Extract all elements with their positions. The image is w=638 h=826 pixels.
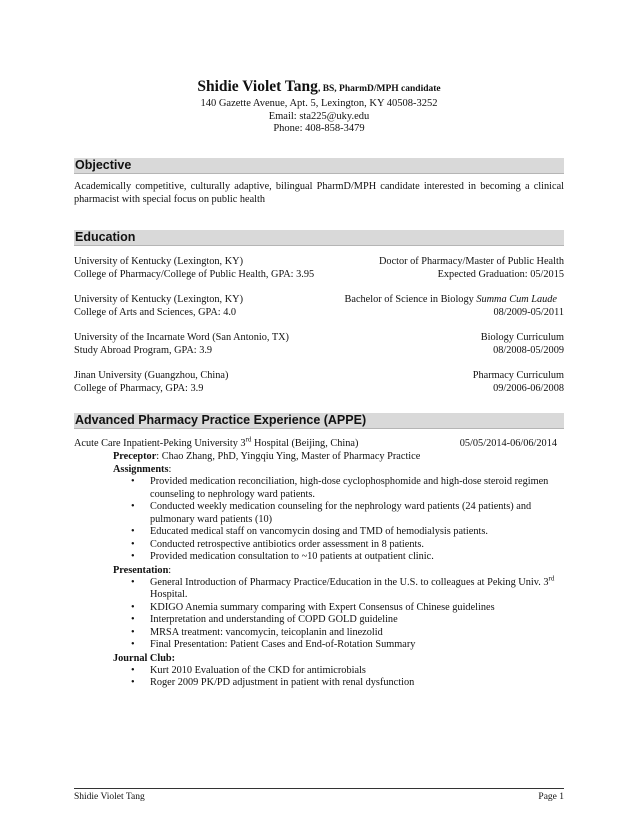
resume-header xyxy=(0,78,638,136)
college: College of Pharmacy/College of Public Health, GPA: 3.95 xyxy=(74,269,315,280)
list-item: • General Introduction of Pharmacy Practice/Education in the U.S. to colleagues at Peking Univ. 3rd Hospital. xyxy=(131,574,555,600)
candidate-credentials: BS, PharmD/MPH candidate xyxy=(322,84,441,94)
rotation-site: Acute Care Inpatient-Peking University 3rd Hospital (Beijing, China) xyxy=(74,435,359,449)
list-item: • Roger 2009 PK/PD adjustment in patient with renal dysfunction xyxy=(131,677,415,688)
school: University of Kentucky (Lexington, KY) xyxy=(74,256,244,267)
degree: Doctor of Pharmacy/Master of Public Health xyxy=(378,256,564,267)
journal-list xyxy=(74,665,564,690)
school: University of the Incarnate Word (San Antonio, TX) xyxy=(74,332,289,343)
education-entry xyxy=(74,255,564,281)
list-item: • KDIGO Anemia summary comparing with Expert Consensus of Chinese guidelines xyxy=(131,601,495,613)
objective-section-header xyxy=(74,158,564,174)
footer-divider xyxy=(74,788,564,789)
preceptor-line xyxy=(74,450,564,463)
list-item: • Educated medical staff on vancomycin dosing and TMD of hemodialysis patients. xyxy=(131,526,488,537)
list-item: • Conducted weekly medication counseling for the nephrology ward patients (24 patients) and pulmonary ward patients (10) xyxy=(131,501,532,525)
address: 140 Gazette Avenue, Apt. 5, Lexington, KY 40508-3252 xyxy=(200,98,438,109)
honor: Summa Cum Laude xyxy=(476,294,557,305)
phone: Phone: 408-858-3479 xyxy=(273,123,365,134)
date: 09/2006-06/2008 xyxy=(493,383,564,394)
preceptor-label: Preceptor xyxy=(113,451,157,462)
assignments-heading: Assignments: xyxy=(113,464,172,475)
candidate-name: Shidie Violet Tang xyxy=(197,78,318,95)
date: Expected Graduation: 05/2015 xyxy=(437,269,564,280)
school: Jinan University (Guangzhou, China) xyxy=(74,370,229,381)
college: College of Pharmacy, GPA: 3.9 xyxy=(74,383,204,394)
objective-text: Academically competitive, culturally adaptive, bilingual PharmD/MPH candidate interested in becoming a clinical pharmacist with special focus on public health xyxy=(74,181,564,205)
date: 08/2009-05/2011 xyxy=(493,307,564,318)
presentation-list xyxy=(74,574,564,652)
list-item: • Final Presentation: Patient Cases and End-of-Rotation Summary xyxy=(131,639,416,650)
list-item: • Interpretation and understanding of COPD GOLD guideline xyxy=(131,614,398,625)
education-section-header xyxy=(74,230,564,246)
appe-content xyxy=(74,437,564,690)
preceptor: : Chao Zhang, PhD, Yingqiu Ying, Master of Pharmacy Practice xyxy=(156,451,421,462)
list-item: • Kurt 2010 Evaluation of the CKD for antimicrobials xyxy=(131,664,366,676)
list-item: • Provided medication consultation to ~10 patients at outpatient clinic. xyxy=(131,551,434,562)
page-footer xyxy=(74,792,564,802)
list-item: • Conducted retrospective antibiotics order assessment in 8 patients. xyxy=(131,538,424,550)
school: University of Kentucky (Lexington, KY) xyxy=(74,294,244,305)
education-entry xyxy=(74,331,564,357)
college: College of Arts and Sciences, GPA: 4.0 xyxy=(74,307,237,318)
presentation-heading: Presentation: xyxy=(113,564,172,576)
email: Email: sta225@uky.edu xyxy=(268,110,370,122)
page-number: Page 1 xyxy=(538,792,564,802)
list-item: • Provided medication reconciliation, high-dose cyclophosphomide and high-dose steroid regimen counseling to nephrology ward patients. xyxy=(131,476,549,500)
date: 08/2008-05/2009 xyxy=(493,345,564,356)
name-line: Shidie Violet Tang, BS, PharmD/MPH candidate xyxy=(197,78,441,95)
degree: Bachelor of Science in Biology xyxy=(344,294,474,305)
list-item: • MRSA treatment: vancomycin, teicoplanin and linezolid xyxy=(131,626,383,638)
degree: Pharmacy Curriculum xyxy=(472,370,564,381)
education-entry xyxy=(74,293,564,319)
journal-heading: Journal Club: xyxy=(113,652,176,664)
college: Study Abroad Program, GPA: 3.9 xyxy=(74,345,213,356)
appe-title: Advanced Pharmacy Practice Experience (APPE) xyxy=(75,413,367,427)
rotation-dates: 05/05/2014-06/06/2014 xyxy=(459,438,557,449)
footer-name: Shidie Violet Tang xyxy=(74,792,145,802)
assignments-list xyxy=(74,476,564,564)
education-title: Education xyxy=(75,230,136,244)
objective-title: Objective xyxy=(75,158,132,172)
appe-section-header xyxy=(74,413,564,429)
education-entry xyxy=(74,369,564,395)
degree: Biology Curriculum xyxy=(480,332,564,343)
